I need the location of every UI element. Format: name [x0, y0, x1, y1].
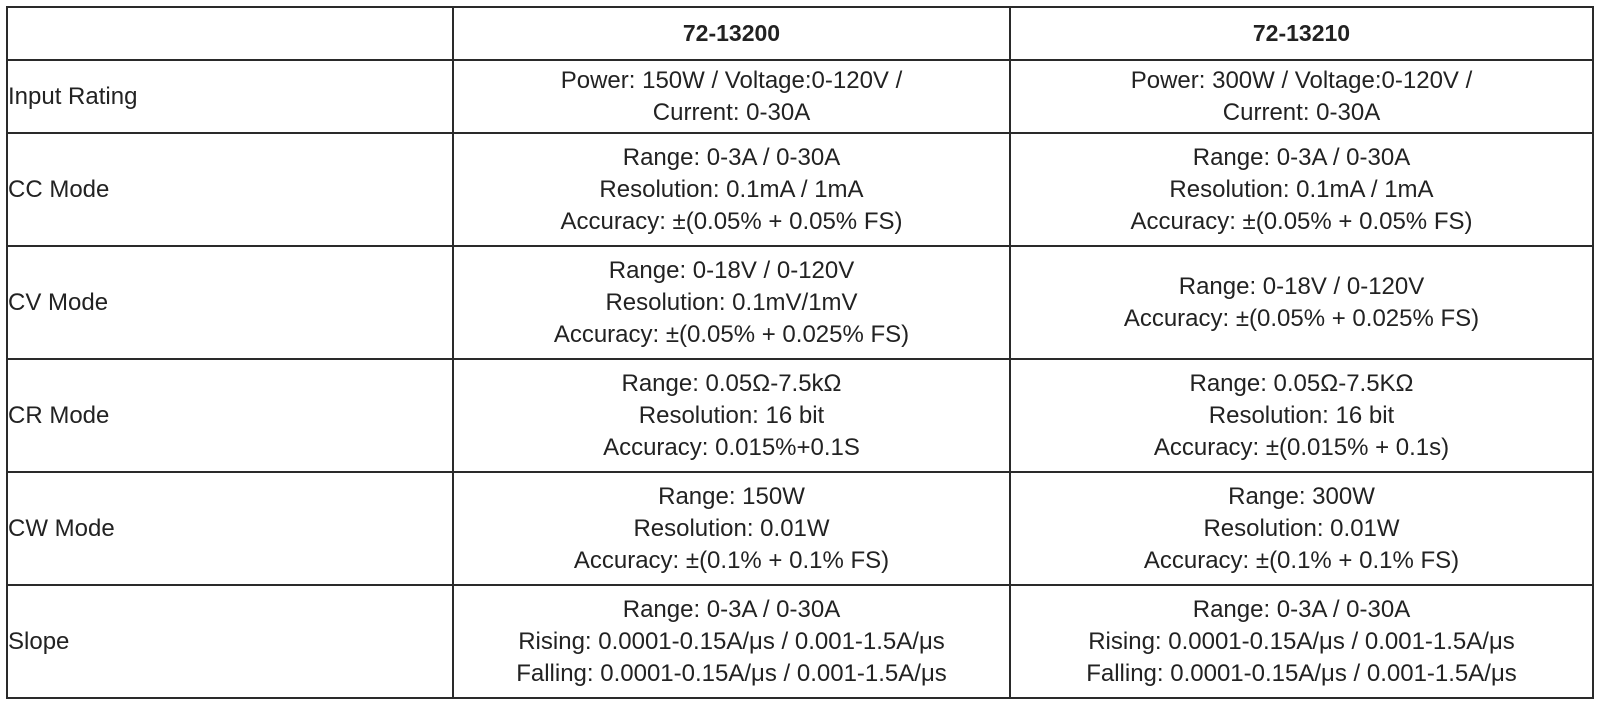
row-label: Input Rating — [7, 60, 453, 133]
spec-cell-72-13200 — [453, 472, 1010, 585]
spec-line: Power: 300W / Voltage:0-120V / — [1130, 66, 1473, 94]
table-row-cc-mode — [7, 133, 1593, 246]
table-row-input-rating — [7, 60, 1593, 133]
spec-cell-72-13200 — [453, 246, 1010, 359]
model-header-72-13210: 72-13210 — [1010, 7, 1593, 60]
row-label: CR Mode — [7, 359, 453, 472]
spec-cell-72-13210 — [1010, 585, 1593, 698]
spec-cell-72-13210 — [1010, 60, 1593, 133]
spec-line: Power: 150W / Voltage:0-120V / — [560, 66, 903, 94]
spec-cell-72-13200 — [453, 359, 1010, 472]
spec-line: Rising: 0.0001-0.15A/μs / 0.001-1.5A/μs — [518, 627, 945, 655]
row-label: CW Mode — [7, 472, 453, 585]
table-row-slope — [7, 585, 1593, 698]
table-row-cr-mode — [7, 359, 1593, 472]
spec-line: Resolution: 0.1mA / 1mA — [599, 175, 864, 203]
spec-line: Accuracy: 0.015%+0.1S — [603, 433, 860, 461]
header-corner-cell — [7, 7, 453, 60]
spec-line: Range: 0-3A / 0-30A — [1192, 143, 1411, 171]
spec-line: Rising: 0.0001-0.15A/μs / 0.001-1.5A/μs — [1088, 627, 1515, 655]
spec-line: Range: 0-3A / 0-30A — [1192, 595, 1411, 623]
spec-line: Resolution: 0.01W — [1203, 514, 1400, 542]
spec-line: Falling: 0.0001-0.15A/μs / 0.001-1.5A/μs — [1086, 659, 1517, 687]
spec-line: Range: 300W — [1228, 482, 1375, 510]
spec-line: Current: 0-30A — [1222, 98, 1381, 126]
spec-line: Resolution: 0.01W — [633, 514, 830, 542]
spec-line: Resolution: 0.1mA / 1mA — [1169, 175, 1434, 203]
spec-line: Resolution: 0.1mV/1mV — [605, 288, 858, 316]
spec-line: Accuracy: ±(0.1% + 0.1% FS) — [1143, 546, 1460, 574]
spec-line: Resolution: 16 bit — [1208, 401, 1395, 429]
spec-line: Falling: 0.0001-0.15A/μs / 0.001-1.5A/μs — [516, 659, 947, 687]
spec-line: Range: 0.05Ω-7.5KΩ — [1189, 369, 1414, 397]
spec-line: Range: 0-3A / 0-30A — [622, 595, 841, 623]
spec-line: Accuracy: ±(0.05% + 0.05% FS) — [1130, 207, 1473, 235]
spec-cell-72-13210 — [1010, 359, 1593, 472]
table-row-cv-mode — [7, 246, 1593, 359]
header-row — [7, 7, 1593, 60]
spec-line: Resolution: 16 bit — [638, 401, 825, 429]
row-label: CV Mode — [7, 246, 453, 359]
spec-line: Accuracy: ±(0.1% + 0.1% FS) — [573, 546, 890, 574]
spec-line: Range: 0-18V / 0-120V — [1178, 272, 1425, 300]
spec-line: Range: 0.05Ω-7.5kΩ — [621, 369, 842, 397]
model-header-72-13200: 72-13200 — [453, 7, 1010, 60]
table-row-cw-mode — [7, 472, 1593, 585]
row-label: Slope — [7, 585, 453, 698]
row-label: CC Mode — [7, 133, 453, 246]
spec-line: Accuracy: ±(0.05% + 0.025% FS) — [1123, 304, 1480, 332]
spec-cell-72-13200 — [453, 60, 1010, 133]
spec-cell-72-13210 — [1010, 246, 1593, 359]
spec-line: Accuracy: ±(0.05% + 0.05% FS) — [560, 207, 903, 235]
spec-cell-72-13210 — [1010, 133, 1593, 246]
spec-line: Current: 0-30A — [652, 98, 811, 126]
spec-line: Accuracy: ±(0.015% + 0.1s) — [1153, 433, 1450, 461]
spec-line: Range: 150W — [658, 482, 805, 510]
spec-line: Accuracy: ±(0.05% + 0.025% FS) — [553, 320, 910, 348]
spec-cell-72-13200 — [453, 585, 1010, 698]
spec-line: Range: 0-3A / 0-30A — [622, 143, 841, 171]
spec-line: Range: 0-18V / 0-120V — [608, 256, 855, 284]
spec-cell-72-13200 — [453, 133, 1010, 246]
spec-table — [6, 6, 1594, 699]
spec-cell-72-13210 — [1010, 472, 1593, 585]
